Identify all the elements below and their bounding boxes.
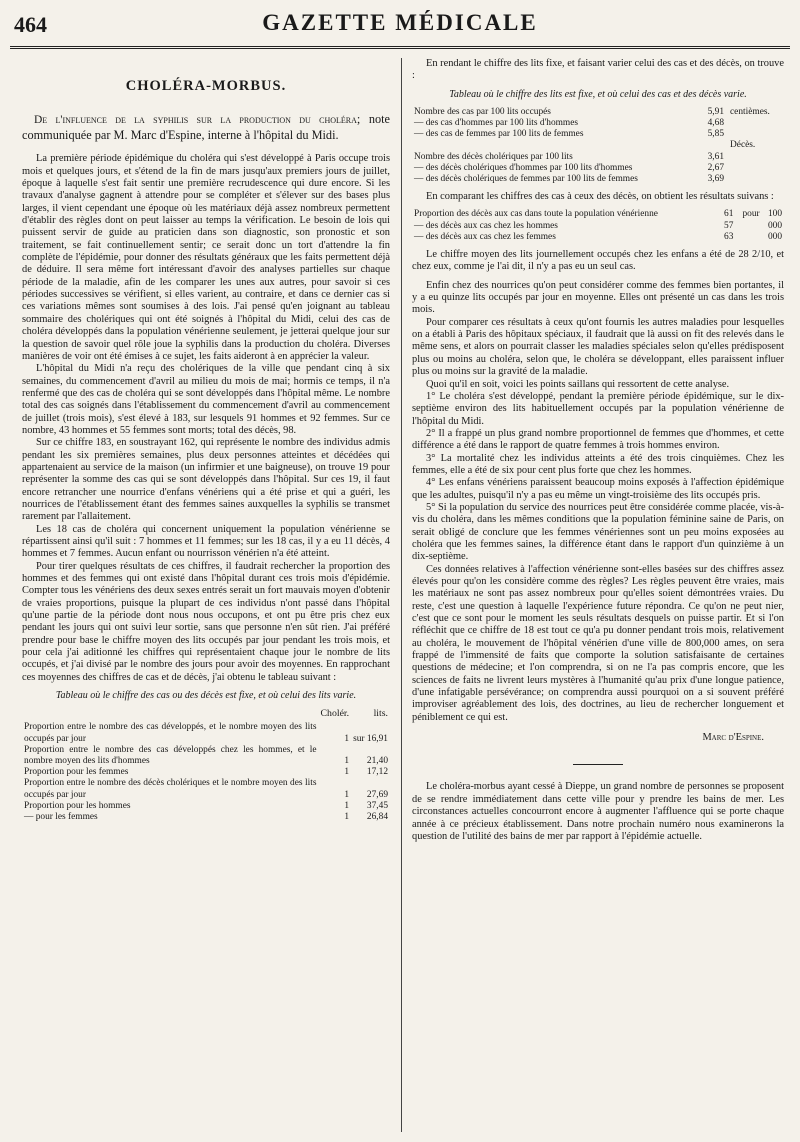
table-cell: [735, 221, 761, 232]
table-cell: 61: [724, 209, 734, 220]
conclusion-point: 5° Si la population du service des nourrices peut être considérée comme placée, vis-à-vis du choléra, dans les mêmes conditions que la population féminine saine de Paris, on serait obligé de conclure que les femmes vénériennes sont un peu moins exposées au choléra que les femmes saines, la différence étant dans le rapport d'un quinzième à un dix-septième.: [412, 501, 784, 563]
table-row: [22, 722, 390, 744]
table-cell: Nombre des décès cholériques par 100 lits: [414, 151, 573, 162]
column-divider: [401, 58, 402, 1132]
section-divider: [573, 764, 623, 765]
table-header-cell: lits.: [373, 708, 388, 720]
paragraph: L'hôpital du Midi n'a reçu des cholériques de la ville que pendant cinq à six semaines, du commencement d'avril au milieu du mois de mai; hormis ce temps, il n'a renfermé que des cas de choléra qui se sont développés dans l'hôpital même. Le nombre total des cas soignés dans l'établissement du commencement d'avril au commencement de juillet (trois mois), s'est élevé à 183, sur lesquels 91 hommes et 92 femmes. Sur ce nombre, 43 hommes et 55 femmes sont morts; total des décès, 98.: [22, 363, 390, 436]
table-cell: 57: [724, 220, 734, 231]
table-cell: [726, 152, 784, 163]
table-cell: 17,12: [366, 767, 388, 778]
conclusion-point: 4° Les enfans vénériens paraissent beaucoup moins exposés à l'affection épidémique que les adultes, puisqu'il n'y a pas eu même un vingt-troisième des lits occupés pris.: [412, 477, 784, 501]
table-cell: 000: [767, 231, 782, 242]
table-cell: [700, 140, 726, 151]
table-caption: Tableau où le chiffre des cas ou des décès est fixe, et où celui des lits varie.: [55, 690, 357, 702]
table-cell: 1: [344, 789, 350, 800]
table-row: [412, 107, 784, 118]
table-cell: 21,40: [366, 755, 388, 766]
table-cell: 26,84: [366, 811, 388, 822]
table-cell: — des décès aux cas chez les hommes: [414, 220, 558, 231]
paragraph: En comparant les chiffres des cas à ceux des décès, on obtient les résultats suivans :: [426, 191, 774, 203]
table-header-row: [22, 708, 390, 722]
conclusion-point: 2° Il a frappé un plus grand nombre proportionnel de femmes que d'hommes, et cette différence a été dans le rapport de quatre femmes à trois hommes environ.: [412, 427, 784, 452]
header-rule: [10, 46, 790, 49]
paragraph: Sur ce chiffre 183, en soustrayant 162, qui représente le nombre des individus admis pendant les six premières semaines, plus deux personnes atteintes et décédées qui appartenaient au service de la maison (un infirmier et une baigneuse), on trouve 19 pour représenter la somme des cas qui se sont développés dans l'hôpital. Sur ces 19, il faut encore retrancher une nourrice d'enfans vénériens qui a été prise et qui a guéri, les nourrices de l'établissement étant des femmes saines auxquelles la syphilis se transmet rarement par l'allaitement.: [22, 437, 390, 523]
paragraph: Enfin chez des nourrices qu'on peut considérer comme des femmes bien portantes, il y a eu quinze lits occupés par jour en moyenne. Elles ont présenté un cas dans les trois mois.: [412, 279, 784, 316]
page-header: [0, 0, 800, 44]
table-cell: [735, 232, 761, 243]
paragraph: Le chiffre moyen des lits journellement occupés chez les enfans a été de 28 2/10, et chez eux, comme je l'ai dit, il n'y a pas eu un seul cas.: [412, 249, 784, 273]
table-row: [412, 232, 784, 243]
table-cell: centièmes.: [730, 106, 770, 117]
table-cell: [412, 140, 700, 151]
article-subtitle: [22, 112, 390, 143]
table-cell: 1: [344, 800, 350, 811]
table-row: [22, 801, 390, 812]
subtitle-small-caps: De l'influence de la syphilis sur la production du choléra: [34, 114, 357, 127]
table-cell: — des cas d'hommes par 100 lits d'hommes: [414, 117, 579, 128]
paragraph: En rendant le chiffre des lits fixe, et faisant varier celui des cas et des décès, on trouve :: [412, 58, 784, 82]
paragraph: Le choléra-morbus ayant cessé à Dieppe, un grand nombre de personnes se proposent de se rendre immédiatement dans cette ville pour y prendre les bains de mer. Les circonstances actuelles concourront encore à augmenter l'affluence qui se porte chaque année à ce précieux établissement. Dans notre prochain numéro nous examinerons la question de l'utilité des bains de mer par rapport à l'épidémie actuelle.: [412, 781, 784, 842]
table-cell: 27,69: [366, 789, 388, 800]
proportion-table: [22, 708, 390, 823]
table-cell: pour: [742, 209, 760, 220]
page-number: 464: [14, 12, 47, 37]
table-row: [22, 745, 390, 767]
table-row: [412, 221, 784, 232]
table-cell: Proportion pour les femmes: [24, 767, 129, 778]
table-header-cell: Cholér.: [320, 708, 350, 720]
table-cell: Proportion entre le nombre des décès cholériques et le nombre moyen des lits occupés par jour: [24, 778, 317, 800]
table-cell: [726, 118, 784, 129]
table-caption: Tableau où le chiffre des lits est fixe, et où celui des cas et des décès varie.: [449, 88, 747, 100]
table-row: [22, 767, 390, 778]
conclusion-point: 3° La mortalité chez les individus atteints a été des trois cinquièmes. Chez les femmes, elle a été de six pour cent plus forte que chez les hommes.: [412, 452, 784, 476]
table-cell: 000: [767, 220, 782, 231]
section-title: CHOLÉRA-MORBUS.: [125, 78, 287, 94]
table-cell: 1: [344, 811, 350, 822]
table-cell: Proportion pour les hommes: [24, 800, 131, 811]
author-signature: Marc d'Espine.: [702, 732, 764, 744]
table-row: [412, 118, 784, 129]
table-cell: 37,45: [366, 800, 388, 811]
table-row: [22, 812, 390, 823]
paragraph: Pour comparer ces résultats à ceux qu'ont fournis les autres maladies pour lesquelles on a établi à Paris des hôpitaux spéciaux, il faudrait que là aussi on fit des relevés dans le même sens, et alors on pourrait classer les maladies spéciales selon qu'elles prédisposent plus ou moins au choléra, selon que, le choléra se développant, elles paraissent influer plus ou moins sur la gravité de la maladie.: [412, 316, 784, 378]
table-cell: — des décès cholériques de femmes par 100 lits de femmes: [414, 173, 638, 184]
table-row: [412, 209, 784, 220]
table-cell: [726, 163, 784, 174]
rates-table: [412, 107, 784, 185]
masthead-title: GAZETTE MÉDICALE: [262, 10, 538, 35]
table-cell: 1: [344, 733, 350, 744]
table-row: [22, 778, 390, 800]
table-cell: 3,61: [707, 151, 725, 162]
table-row: [412, 152, 784, 163]
table-cell: — des décès aux cas chez les femmes: [414, 231, 556, 242]
table-cell: Proportion des décès aux cas dans toute la population vénérienne: [414, 209, 658, 220]
table-cell: 63: [724, 231, 734, 242]
table-cell: — des décès cholériques d'hommes par 100 lits d'hommes: [414, 162, 633, 173]
table-cell: 5,85: [707, 129, 725, 140]
paragraph: Les 18 cas de choléra qui concernent uniquement la population vénérienne se répartissent ainsi qu'il suit : 7 hommes et 11 femmes; sur les 18 cas, il y a eu 11 décès, 4 hommes et 7 femmes. Aucun enfant ou nourrisson vénérien n'a été atteint.: [22, 523, 390, 560]
table-cell: Nombre des cas par 100 lits occupés: [414, 106, 551, 117]
paragraph: La première période épidémique du choléra qui s'est développé à Paris occupe trois mois et quelques jours, et s'étend de la fin de mars jusqu'aux premiers jours de juillet, époque à laquelle s'est fait sentir une première recrudescence qui dure encore. Si les travaux d'analyse gagnent à attendre pour se compléter et s'élever sur des bases plus larges, il vient cependant une époque où les matériaux déjà assez nombreux permettent d'établir des règles dont on peut laisser au temps la vérification. Le besoin de lois qui puissent servir de guide au praticien dans son diagnostic, son pronostic et son traitement, se fait continuellement sentir; ce serait donc un tort d'attendre la fin complète de l'épidémie, pour donner des résultats généraux que les faits permettent déjà de déduire. Il sera même fort intéressant d'avoir des analyses partielles sur chaque période de la maladie, afin de les comparer les unes aux autres, pour savoir si ces périodes successives se vérifient, si elles varient, au contraire, et dans ce dernier cas si ces variations mêmes sont soumises à des lois. J'ai pensé qu'en joignant au tableau sommaire des cholériques qui ont été soignés à l'hôpital du Midi, celui des cas de choléra développés dans la population vénérienne seulement, je jetterai quelque jour sur la question de savoir quel rôle joue la syphilis dans la production du choléra. Diverses manières de voir ont été émises à ce sujet, les faits aideront à en apprécier la valeur.: [22, 153, 390, 362]
table-cell: 100: [767, 209, 782, 220]
table-cell: Proportion entre le nombre des cas développés chez les hommes, et le nombre moyen des lits d'hommes: [24, 744, 317, 766]
table-cell: 1: [344, 767, 350, 778]
table-cell: — pour les femmes: [24, 811, 98, 822]
conclusion-point: 1° Le choléra s'est développé, pendant la première période épidémique, sur le dix-septième environ des lits habituellement occupés par la population vénérienne de l'hôpital du Midi.: [412, 390, 784, 427]
paragraph: Quoi qu'il en soit, voici les points saillans qui ressortent de cette analyse.: [426, 378, 730, 390]
table-cell: Proportion entre le nombre des cas développés, et le nombre moyen des lits occupés par jour: [24, 722, 317, 744]
table-row: [412, 140, 784, 151]
table-cell: [726, 129, 784, 140]
table-cell: 1: [344, 755, 350, 766]
table-cell: 3,69: [707, 173, 725, 184]
table-row: [412, 174, 784, 185]
right-column: [412, 58, 784, 843]
left-column: [22, 58, 390, 823]
table-cell: 4,68: [707, 117, 725, 128]
table-cell: sur 16,91: [353, 733, 388, 744]
table-cell: — des cas de femmes par 100 lits de femmes: [414, 129, 584, 140]
subtitle-rest: ; note communiquée par M. Marc d'Espine, interne à l'hôpital du Midi.: [22, 112, 390, 143]
table-cell: 5,91: [707, 106, 725, 117]
paragraph: Ces données relatives à l'affection vénérienne sont-elles basées sur des chiffres assez élevés pour qu'on les considère comme des règles? Les règles peuvent être vraies, mais les matériaux ne sont pas assez nombreux pour qu'elles soient démontrées vraies. Du reste, c'est une question à laquelle l'expérience future répondra. Ce qu'on ne peut nier, c'est que ce sont pour le moment les seuls résultats desquels on puisse partir. Et si l'on réfléchit que ce chiffre de 18 est tout ce qu'a pu donner pendant trois mois, relativement au choléra, le mouvement de l'hôpital vénérien d'une ville de 800,000 ames, on sera frappé de l'immensité de faits que comporte la solution satisfaisante de certaines questions de médecine; et l'on comprendra, si on ne l'a pas compris encore, que les sciences de faits ne livrent leurs mystères à l'humanité qu'au prix d'une longue patience, d'une infatigable persévérance; on comprendra aussi pourquoi on a si souvent préféré improviser agréablement des lois, des doctrines, au lieu de rechercher longuement et péniblement ce qui est.: [412, 563, 784, 723]
table-cell: 2,67: [707, 162, 725, 173]
table-row: [412, 129, 784, 140]
table-row: [412, 163, 784, 174]
deaths-to-cases-table: [412, 209, 784, 243]
paragraph: Pour tirer quelques résultats de ces chiffres, il faudrait rechercher la proportion des hommes et des femmes qui ont existé dans l'hôpital durant ces trois mois d'épidémie. Compter tous les vénériens des deux sexes entrés serait un fort mauvais moyen d'obtenir de vraies proportions, puisque la plupart de ces individus n'ont passé dans l'hôpital qu'une partie de la période dont nous nous occupons, et ont pu être pris chez eux pendant les jours qui ont suivi leur sortie, sans que personne n'en sût rien. J'ai préféré prendre pour base le chiffre moyen des lits occupés par jour pendant les trois mois, et pour cela j'ai aditionné les chiffres qui représentaient chaque jour le nombre de lits occupés, et j'ai divisé par le nombre des jours pour avoir des moyennes. En rapprochant ces moyennes des chiffres de cas et de décès, j'ai obtenu le tableau suivant :: [22, 560, 390, 683]
table-cell: Décès.: [730, 140, 756, 151]
table-cell: [726, 174, 784, 185]
